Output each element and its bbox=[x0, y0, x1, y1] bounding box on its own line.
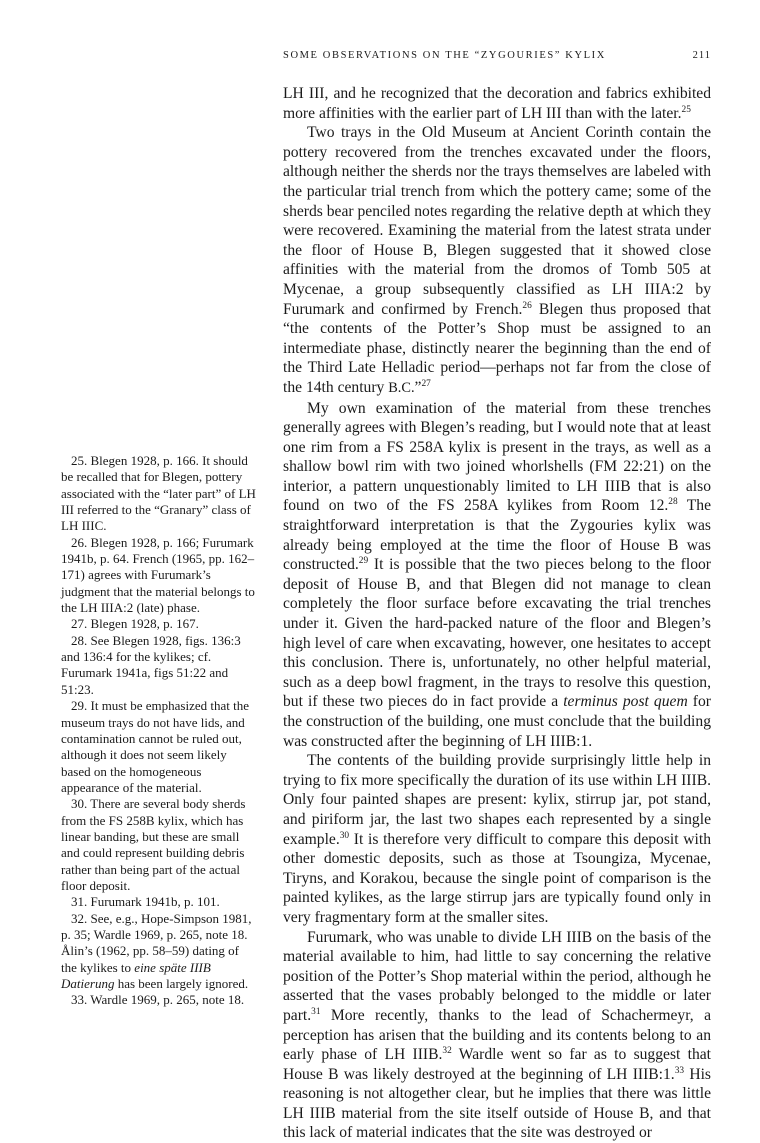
footnote-26: 26. Blegen 1928, p. 166; Furumark 1941b, p. 64. French (1965, pp. 162–171) agrees with Furumark’s judgment that the material belongs to the LH IIIA:2 (late) phase. bbox=[61, 534, 255, 616]
p5-text-b: More recently, thanks to the lead of Schachermeyr, a perception has arisen that the building and its contents belong to an early phase of LH IIIB. bbox=[283, 1006, 711, 1064]
paragraph-5 bbox=[283, 928, 711, 1143]
p5-text-a: Furumark, who was unable to divide LH IIIB on the basis of the material available to him, had little to say concerning the relative position of the Potter’s Shop material within the period, although he asserted that the vases probably belonged to the middle or later part. bbox=[283, 928, 711, 1024]
paragraph-1 bbox=[283, 84, 711, 123]
p3-text-a: My own examination of the material from these trenches generally agrees with Blegen’s reading, but I would note that at least one rim from a FS 258A kylix is present in the trays, as well as a shallow bowl rim with two joined whorlshells (FM 22:21) on the interior, a pattern unquestionably limited to LH IIIB that is also found on two of the FS 258A kylikes from Room 12. bbox=[283, 399, 711, 515]
footnote-ref-31[interactable]: 31 bbox=[311, 1006, 321, 1017]
main-text-column bbox=[283, 84, 711, 1143]
footnote-ref-26[interactable]: 26 bbox=[522, 300, 532, 311]
footnote-30: 30. There are several body sherds from the FS 258B kylix, which has linear banding, but these are small and could represent building debris rather than being part of the actual floor deposit. bbox=[61, 796, 246, 893]
footnotes-column bbox=[61, 453, 257, 1009]
p2-text-a: Two trays in the Old Museum at Ancient Corinth contain the pottery recovered from the trenches excavated under the floors, although neither the sherds nor the trays themselves are labeled with the particular trial trench from which the pottery came; some of the sherds bear penciled notes regarding the relative depth at which they were recovered. Examining the material from the latest strata under the floor of House B, Blegen suggested that it showed close affinities with the material from the dromos of Tomb 505 at Mycenae, a group subsequently classified as LH IIIA:2 by Furumark and confirmed by French. bbox=[283, 124, 711, 318]
footnote-32-text-b: has been largely ignored. bbox=[114, 976, 249, 991]
paragraph-4 bbox=[283, 751, 711, 927]
footnote-ref-27[interactable]: 27 bbox=[421, 378, 431, 389]
paragraph-2 bbox=[283, 123, 711, 398]
running-header bbox=[283, 49, 711, 63]
p3-text-c: It is possible that the two pieces belong to the floor deposit of House B, and that Blegen did not manage to clean completely the floor surface before excavating the trial trenches under it. Given the hard-packed nature of the floor and Blegen’s high level of care when excavating, however, one hesitates to accept this conclusion. There is, unfortunately, no other helpful material, such as a deep bowl fragment, in the trays to resolve this question, but if these two pieces do in fact provide a bbox=[283, 556, 711, 711]
footnote-ref-32[interactable]: 32 bbox=[442, 1045, 452, 1056]
footnote-ref-33[interactable]: 33 bbox=[674, 1065, 685, 1076]
footnote-25: 25. Blegen 1928, p. 166. It should be recalled that for Blegen, pottery associated with the “later part” of LH III referred to the “Granary” class of LH IIIC. bbox=[61, 453, 256, 534]
footnote-ref-29[interactable]: 29 bbox=[358, 556, 369, 567]
p5-text-c: Wardle went so far as to suggest that House B was likely destroyed at the beginning of LH IIIB:1. bbox=[283, 1046, 711, 1083]
p1-text: LH III, and he recognized that the decoration and fabrics exhibited more affinities with the earlier part of LH III than with the later. bbox=[283, 85, 711, 122]
p3-text-b: The straightforward interpretation is that the Zygouries kylix was already being employed at the time the floor of House B was constructed. bbox=[283, 497, 711, 574]
p2-text-b: Blegen thus proposed that “the contents of the Potter’s Shop must be assigned to an intermediate phase, distinctly nearer the beginning than the end of the Third Late Helladic period—perhaps not far from the close of the 14th century bbox=[283, 300, 711, 396]
era-abbreviation: B.C. bbox=[388, 379, 415, 396]
p3-text-d: for the construction of the building, one must conclude that the building was constructed after the beginning of LH IIIB:1. bbox=[283, 693, 711, 750]
p5-text-d: His reasoning is not altogether clear, but he implies that there was little LH IIIB material from the site itself outside of House B, and that this lack of material indicates that the site was destroyed or bbox=[283, 1065, 712, 1142]
footnote-32-term-german: eine späte IIIB Datierung bbox=[61, 959, 211, 991]
footnote-ref-30[interactable]: 30 bbox=[339, 830, 350, 841]
footnote-32 bbox=[61, 911, 257, 993]
footnote-29: 29. It must be emphasized that the museum trays do not have lids, and contamination cannot be ruled out, although it does not seem likely based on the homogeneous appearance of the material. bbox=[61, 698, 249, 795]
page-number: 211 bbox=[692, 50, 711, 61]
paragraph-3 bbox=[283, 399, 711, 752]
p4-text-a: The contents of the building provide surprisingly little help in trying to fix more specifically the duration of its use within LH IIIB. Only four painted shapes are present: kylix, stirrup jar, pot stand, and piriform jar, the last two shapes each represented by a single example. bbox=[283, 752, 711, 848]
p3-term-latin: terminus post quem bbox=[563, 693, 688, 711]
footnote-ref-25[interactable]: 25 bbox=[681, 104, 691, 115]
footnote-28: 28. See Blegen 1928, figs. 136:3 and 136:4 for the kylikes; cf. Furumark 1941a, figs 51:22 and 51:23. bbox=[61, 632, 241, 697]
footnote-ref-28[interactable]: 28 bbox=[668, 497, 678, 508]
p4-text-b: It is therefore very difficult to compare this deposit with other domestic deposits, such as those at Tsoungiza, Mycenae, Tiryns, and Korakou, because the single point of comparison is the painted kylikes, as the large stirrup jars are typically found only in very fragmentary form at the smaller sites. bbox=[283, 830, 711, 926]
footnote-31: 31. Furumark 1941b, p. 101. bbox=[71, 894, 220, 910]
running-title: SOME OBSERVATIONS ON THE “ZYGOURIES” KYLIX bbox=[283, 50, 606, 61]
footnote-27: 27. Blegen 1928, p. 167. bbox=[71, 616, 199, 632]
footnote-32-text-a: 32. See, e.g., Hope-Simpson 1981, p. 35; Wardle 1969, p. 265, note 18. Ålin’s (1962, pp. 58–59) dating of the kylikes to bbox=[61, 910, 252, 975]
p2-text-c: ” bbox=[414, 378, 422, 396]
footnote-33: 33. Wardle 1969, p. 265, note 18. bbox=[71, 992, 245, 1008]
